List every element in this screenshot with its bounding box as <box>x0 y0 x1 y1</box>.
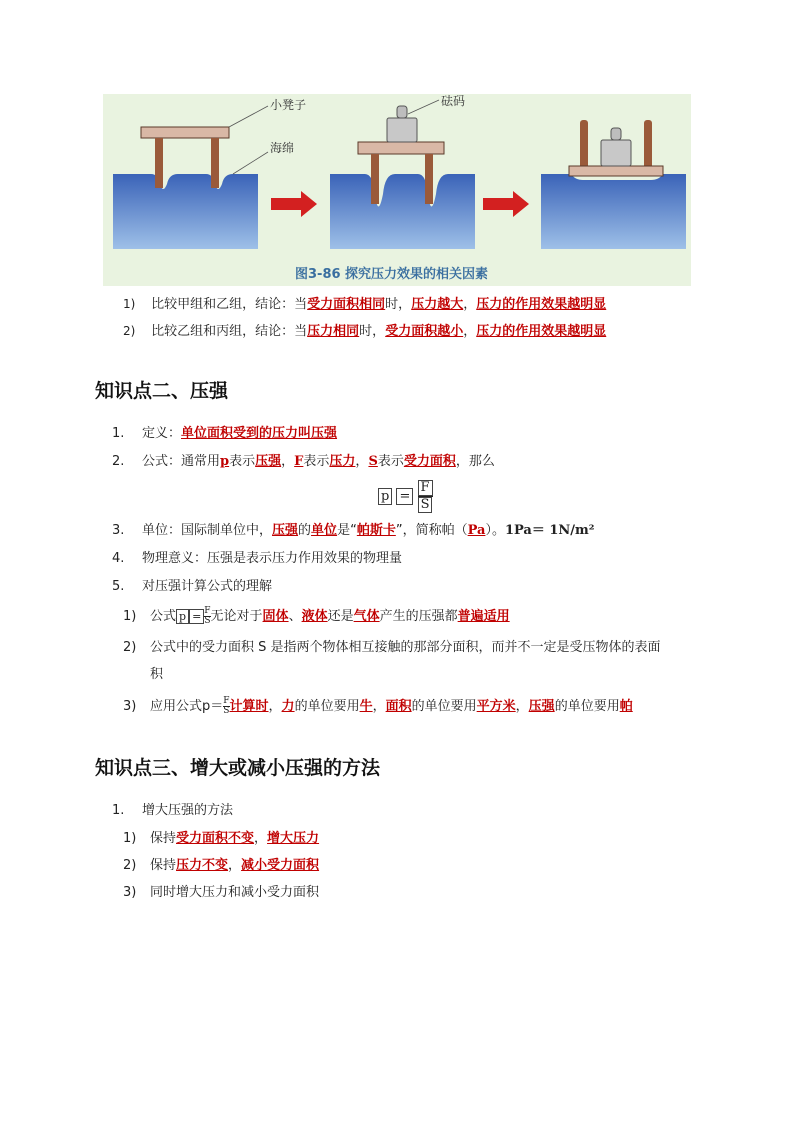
method-sub-3: 3) 同时增大压力和减小受力面积 <box>123 885 320 900</box>
formula-item: 2. 公式：通常用p表示压强，F表示压力，S表示受力面积，那么 <box>112 454 495 469</box>
stool-3-top <box>569 166 663 176</box>
definition-item: 1. 定义：单位面积受到的压力叫压强 <box>112 426 338 441</box>
experiment-illustration <box>103 94 691 286</box>
stool-2-leg-left <box>371 154 379 204</box>
understanding-sub-3: 3) 应用公式p＝ $\frac{F}{S}$ 计算时，力的单位要用牛，面积的单位要用平方米，压强的单位要用帕 <box>123 696 633 716</box>
label-sponge: 海绵 <box>270 141 295 155</box>
method-sub-1: 1) 保持受力面积不变，增大压力 <box>123 831 320 846</box>
section-title-pressure: 知识点二、压强 <box>95 380 229 402</box>
stool-2-top <box>358 142 444 154</box>
figure-caption: 图3-86 探究压力效果的相关因素 <box>295 267 489 282</box>
stool-1-leg-right <box>211 138 219 188</box>
stool-1-leg-left <box>155 138 163 188</box>
label-stool: 小凳子 <box>270 98 307 112</box>
weight-2-body <box>387 118 417 142</box>
understanding-sub-1: 1) 公式 p = $\frac{F}{S}$ 无论对于固体、液体还是气体产生的压强都普遍适用 <box>123 606 510 626</box>
section-title-methods: 知识点三、增大或减小压强的方法 <box>95 757 381 779</box>
label-weight: 砝码 <box>441 94 466 108</box>
method-sub-2: 2) 保持压力不变，减小受力面积 <box>123 858 320 873</box>
pressure-formula: p = $\frac{F}{S}$ <box>378 480 433 513</box>
increase-pressure-item: 1. 增大压强的方法 <box>112 803 234 818</box>
compare-row-1: 1) 比较甲组和乙组，结论：当受力面积相同时，压力越大，压力的作用效果越明显 <box>123 297 607 312</box>
sponge-1 <box>113 174 258 249</box>
stool-3-leg-left <box>580 120 588 172</box>
weight-3-body <box>601 140 631 166</box>
sponge-2 <box>330 174 475 249</box>
stool-1-top <box>141 127 229 138</box>
unit-item: 3. 单位：国际制单位中，压强的单位是“帕斯卡”，简称帕（Pa）。1Pa＝ 1N/m² <box>112 523 595 538</box>
formula-fraction: $\frac{F}{S}$ <box>418 480 433 513</box>
experiment-figure <box>103 94 691 286</box>
meaning-item: 4. 物理意义：压强是表示压力作用效果的物理量 <box>112 551 403 566</box>
sponge-3 <box>541 174 686 249</box>
arrow-2 <box>483 191 529 217</box>
stool-2-leg-right <box>425 154 433 204</box>
stool-3-leg-right <box>644 120 652 172</box>
arrow-1 <box>271 191 317 217</box>
compare-row-2: 2) 比较乙组和丙组，结论：当压力相同时，受力面积越小，压力的作用效果越明显 <box>123 324 607 339</box>
understanding-sub-2: 2) 公式中的受力面积 S 是指两个物体相互接触的那部分面积，而并不一定是受压物体的表面 <box>123 640 661 655</box>
understanding-sub-2-cont: 积 <box>150 667 164 682</box>
understanding-item: 5. 对压强计算公式的理解 <box>112 579 273 594</box>
